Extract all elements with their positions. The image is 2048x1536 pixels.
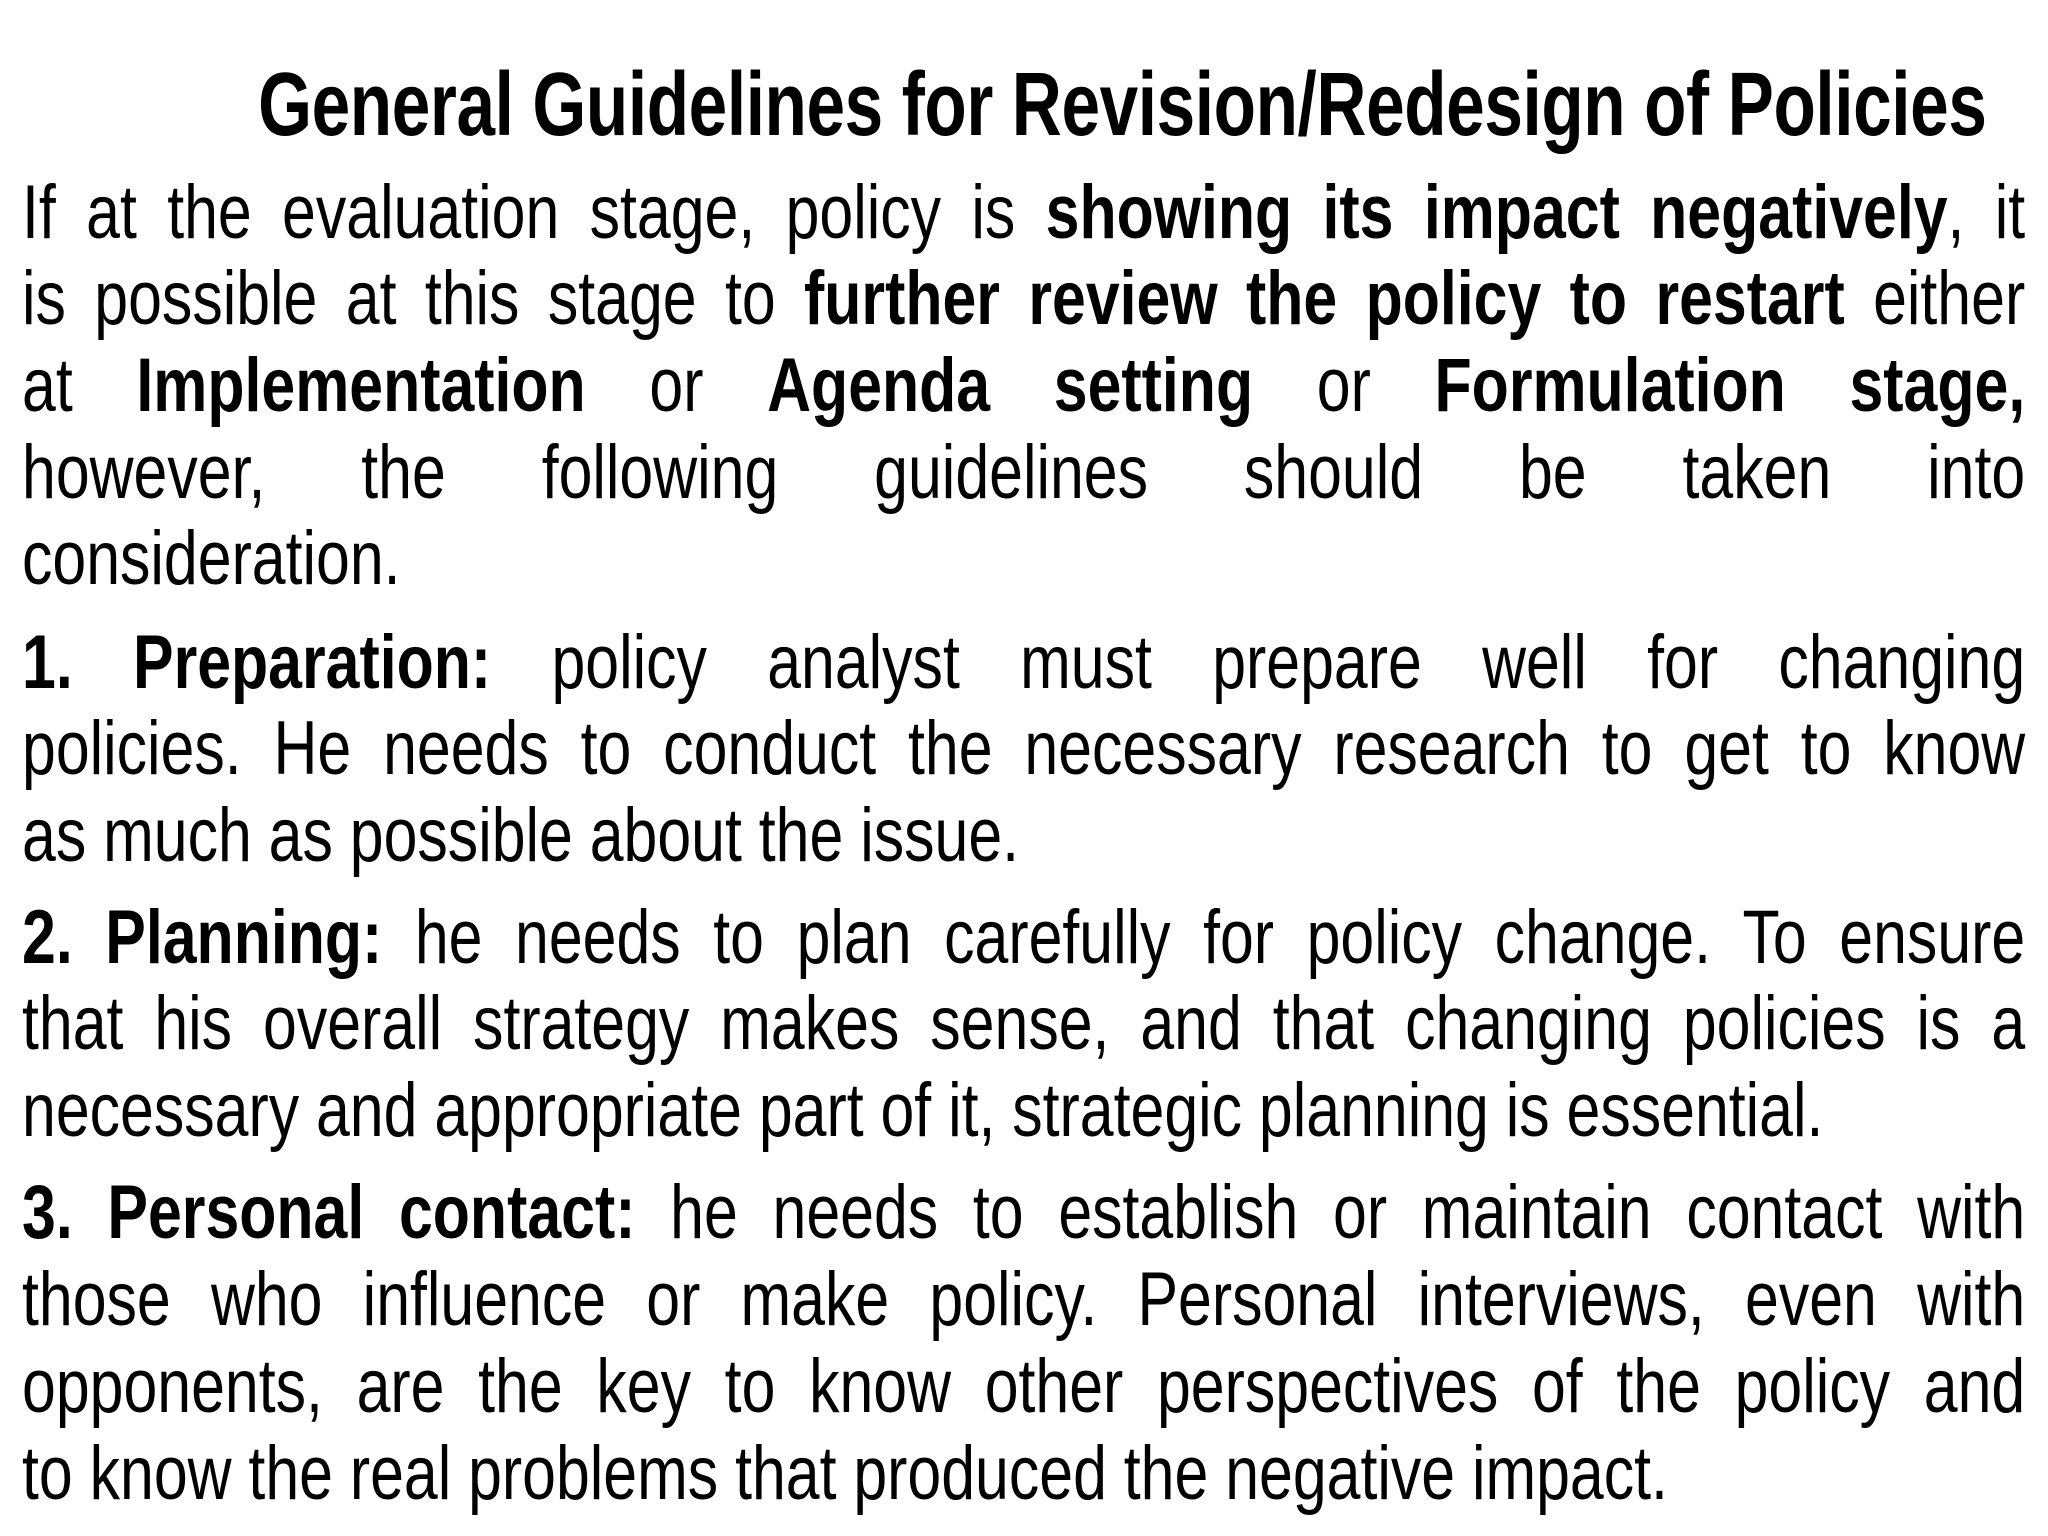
guideline-planning-line-2	[22, 981, 2025, 1067]
guideline-preparation-line-1	[22, 620, 2025, 706]
guideline-heading-preparation: 1. Preparation:	[22, 620, 492, 705]
guideline-personal-contact-line-1	[22, 1170, 2025, 1256]
intro-emphasis-formulation: Formulation stage,	[1434, 343, 2026, 428]
intro-emphasis: further review the policy to restart	[804, 256, 1845, 341]
guideline-planning-line-3	[22, 1068, 2025, 1154]
intro-text: or	[585, 343, 768, 428]
guideline-heading-personal-contact: 3. Personal contact:	[22, 1170, 636, 1255]
guideline-text: policy analyst must prepare well for changing	[491, 620, 2026, 705]
intro-text: is possible at this stage to	[22, 256, 805, 341]
intro-emphasis-agenda: Agenda setting	[767, 343, 1254, 428]
guideline-heading-planning: 2. Planning:	[22, 895, 383, 980]
intro-emphasis-implementation: Implementation	[136, 343, 586, 428]
intro-text: at	[22, 343, 137, 428]
guideline-text: opponents, are the key to know other perspectives of the policy and	[22, 1344, 2026, 1429]
guideline-text: to know the real problems that produced the negative impact.	[22, 1431, 1668, 1516]
guideline-personal-contact-line-2	[22, 1257, 2025, 1343]
guideline-text: those who influence or make policy. Personal interviews, even with	[22, 1257, 2026, 1342]
guideline-preparation-line-3	[22, 793, 2025, 879]
guideline-text: he needs to plan carefully for policy change. To ensure	[382, 895, 2026, 980]
intro-line-2	[22, 256, 2025, 342]
guideline-text: that his overall strategy makes sense, and that changing policies is a	[22, 981, 2026, 1066]
intro-line-3	[22, 343, 2025, 429]
guideline-text: necessary and appropriate part of it, strategic planning is essential.	[22, 1068, 1824, 1153]
intro-line-1	[22, 170, 2025, 256]
guideline-personal-contact-line-3	[22, 1344, 2025, 1430]
guideline-planning-line-1	[22, 895, 2025, 981]
intro-line-5	[22, 516, 2025, 602]
intro-text: If at the evaluation stage, policy is	[22, 170, 1046, 255]
guideline-preparation-line-2	[22, 706, 2025, 792]
guideline-text: as much as possible about the issue.	[22, 793, 1020, 878]
intro-text: or	[1253, 343, 1435, 428]
intro-text: however, the following guidelines should be taken into	[22, 430, 2026, 515]
intro-emphasis: showing its impact negatively	[1045, 170, 1948, 255]
intro-text: either	[1844, 256, 2026, 341]
slide-body	[22, 0, 2025, 1536]
guideline-personal-contact-line-4	[22, 1431, 2025, 1517]
guideline-text: policies. He needs to conduct the necessary research to get to know	[22, 706, 2026, 791]
slide-title: General Guidelines for Revision/Redesign of Policies	[258, 55, 1987, 155]
intro-text: consideration.	[22, 516, 401, 601]
intro-line-4	[22, 430, 2025, 516]
guideline-text: he needs to establish or maintain contact with	[635, 1170, 2026, 1255]
intro-text: , it	[1947, 170, 2026, 255]
